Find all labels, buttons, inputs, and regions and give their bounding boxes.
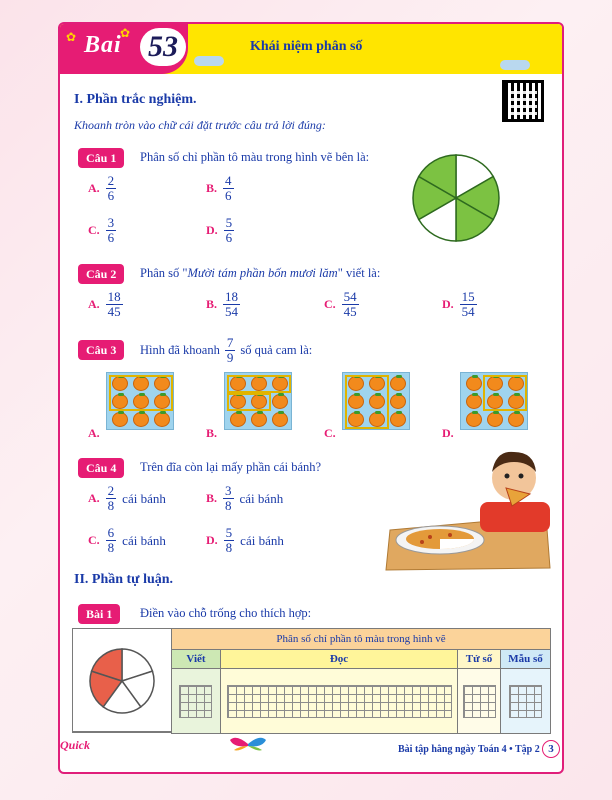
- orange-icon: [508, 412, 524, 427]
- orange-icon: [466, 394, 482, 409]
- q2-option-d[interactable]: [442, 290, 477, 319]
- fraction: $\frac{15}{54}$: [461, 289, 475, 319]
- fraction: $\frac{3}{6}$: [107, 215, 115, 245]
- orange-set: [342, 372, 410, 430]
- option-letter: B.: [206, 297, 218, 311]
- fraction: $\frac{2}{8}$: [107, 483, 115, 513]
- fraction: $\frac{54}{45}$: [343, 289, 357, 319]
- option-letter: B.: [206, 426, 218, 440]
- option-letter: A.: [88, 181, 100, 195]
- numerator-grid[interactable]: [463, 685, 496, 718]
- question-text-4: Trên đĩa còn lại mấy phần cái bánh?: [140, 460, 322, 474]
- option-letter: A.: [88, 297, 100, 311]
- orange-icon: [487, 412, 503, 427]
- orange-set: [460, 372, 528, 430]
- leaf-icon: [118, 411, 124, 414]
- leaf-icon: [257, 411, 263, 414]
- footer-book-title: Bài tập hằng ngày Toán 4 • Tập 2: [398, 744, 540, 755]
- orange-icon: [466, 376, 482, 391]
- option-letter: C.: [88, 533, 100, 547]
- q2-option-c[interactable]: [324, 290, 359, 319]
- q4-option-d[interactable]: [206, 526, 284, 555]
- leaf-icon: [396, 393, 402, 396]
- q2-option-a[interactable]: [88, 290, 123, 319]
- q1-option-d[interactable]: [206, 216, 234, 245]
- lesson-badge: [60, 24, 188, 74]
- qr-code-icon[interactable]: [502, 80, 544, 122]
- option-letter: B.: [206, 491, 218, 505]
- denominator-grid[interactable]: [509, 685, 542, 718]
- leaf-icon: [160, 411, 166, 414]
- unit-label: cái bánh: [122, 490, 166, 506]
- leaf-icon: [472, 375, 478, 378]
- question-text-3: Hình đã khoanh $\frac{7}{9}$ số quả cam là:: [140, 335, 313, 365]
- question-badge-2: Câu 2: [78, 264, 124, 284]
- q3-option-c[interactable]: [324, 426, 336, 441]
- q1-pie: [413, 155, 499, 241]
- read-grid[interactable]: [227, 685, 452, 718]
- col-write: Viết: [171, 649, 221, 669]
- table-pie: [90, 649, 154, 713]
- question-text-2: Phân số "Mười tám phần bốn mươi lăm" viết là:: [140, 266, 381, 280]
- fraction: $\frac{18}{45}$: [107, 289, 121, 319]
- fraction: $\frac{7}{9}$: [226, 335, 234, 365]
- exercise-badge-1: Bài 1: [78, 604, 120, 624]
- q4-option-b[interactable]: [206, 484, 283, 513]
- selection-frame: [345, 375, 389, 429]
- fraction: $\frac{2}{6}$: [107, 173, 115, 203]
- q3-option-a[interactable]: [88, 426, 100, 441]
- option-letter: A.: [88, 491, 100, 505]
- leaf-icon: [396, 375, 402, 378]
- orange-set: [224, 372, 292, 430]
- airplane-icon: [194, 56, 224, 66]
- fraction: $\frac{3}{8}$: [225, 483, 232, 513]
- q1-pie-figure: [410, 152, 502, 244]
- fraction: $\frac{4}{6}$: [225, 173, 232, 203]
- option-letter: A.: [88, 426, 100, 440]
- col-numerator: Tử số: [457, 649, 501, 669]
- orange-icon: [272, 412, 288, 427]
- q4-option-c[interactable]: [88, 526, 166, 555]
- star-icon: ✿: [66, 30, 77, 44]
- option-letter: D.: [206, 533, 218, 547]
- header-bar: [60, 24, 562, 74]
- col-denominator: Mẫu số: [500, 649, 551, 669]
- lesson-number: 53: [140, 28, 186, 66]
- exercise-text-1: Điền vào chỗ trống cho thích hợp:: [140, 606, 312, 620]
- footer-logo: Quick: [60, 738, 90, 752]
- selection-frame: [483, 375, 527, 411]
- part2-title: II. Phần tự luận.: [74, 572, 174, 587]
- q1-option-c[interactable]: [88, 216, 116, 245]
- option-letter: B.: [206, 181, 218, 195]
- fraction: $\frac{5}{6}$: [225, 215, 233, 245]
- option-letter: D.: [206, 223, 218, 237]
- page-title: Khái niệm phân số: [250, 39, 363, 54]
- leaf-icon: [139, 411, 145, 414]
- leaf-icon: [278, 393, 284, 396]
- boy-eating-pizza-illustration: [380, 442, 556, 572]
- part1-title: I. Phần trắc nghiệm.: [74, 92, 197, 107]
- question-text-1: Phân số chỉ phần tô màu trong hình vẽ bên là:: [140, 150, 370, 164]
- orange-icon: [466, 412, 482, 427]
- fraction: $\frac{6}{8}$: [107, 525, 115, 555]
- airplane-icon: [500, 60, 530, 70]
- selection-frame: [227, 393, 271, 411]
- leaf-icon: [472, 411, 478, 414]
- orange-icon: [390, 394, 406, 409]
- selection-frame: [109, 375, 173, 411]
- star-icon: ✿: [120, 26, 131, 40]
- page-number: 3: [542, 740, 560, 758]
- orange-icon: [133, 412, 149, 427]
- lesson-word: Bai: [84, 32, 122, 58]
- table-header: Phân số chỉ phần tô màu trong hình vẽ: [171, 628, 551, 650]
- butterfly-icon: [228, 734, 268, 754]
- option-letter: C.: [324, 297, 336, 311]
- table-pie-figure: [87, 646, 157, 716]
- orange-icon: [230, 412, 246, 427]
- orange-icon: [251, 412, 267, 427]
- q4-option-a[interactable]: [88, 484, 166, 513]
- leaf-icon: [472, 393, 478, 396]
- leaf-icon: [493, 411, 499, 414]
- answer-table: [72, 628, 550, 732]
- option-letter: D.: [442, 297, 454, 311]
- option-letter: C.: [324, 426, 336, 440]
- unit-label: cái bánh: [122, 532, 166, 548]
- leaf-icon: [514, 411, 520, 414]
- leaf-icon: [236, 411, 242, 414]
- leaf-icon: [278, 411, 284, 414]
- question-badge-1: Câu 1: [78, 148, 124, 168]
- orange-icon: [390, 376, 406, 391]
- worksheet: [58, 22, 564, 774]
- fraction: $\frac{18}{54}$: [225, 289, 239, 319]
- q3-option-b[interactable]: [206, 426, 217, 441]
- selection-frame: [227, 375, 291, 393]
- question-badge-4: Câu 4: [78, 458, 124, 478]
- leaf-icon: [396, 411, 402, 414]
- unit-label: cái bánh: [239, 490, 284, 506]
- orange-icon: [112, 412, 128, 427]
- write-grid[interactable]: [179, 685, 212, 718]
- q1-option-a[interactable]: [88, 174, 116, 203]
- orange-icon: [272, 394, 288, 409]
- fraction: $\frac{5}{8}$: [225, 525, 233, 555]
- q3-option-d[interactable]: [442, 426, 454, 441]
- option-letter: D.: [442, 426, 454, 440]
- unit-label: cái bánh: [240, 532, 284, 548]
- figure-cell: [72, 628, 172, 733]
- question-badge-3: Câu 3: [78, 340, 124, 360]
- part1-instruction: Khoanh tròn vào chữ cái đặt trước câu trả lời đúng:: [74, 118, 326, 132]
- orange-icon: [154, 412, 170, 427]
- q2-option-b[interactable]: [206, 290, 240, 319]
- col-read: Đọc: [220, 649, 458, 669]
- orange-set: [106, 372, 174, 430]
- q1-option-b[interactable]: [206, 174, 234, 203]
- orange-icon: [390, 412, 406, 427]
- option-letter: C.: [88, 223, 100, 237]
